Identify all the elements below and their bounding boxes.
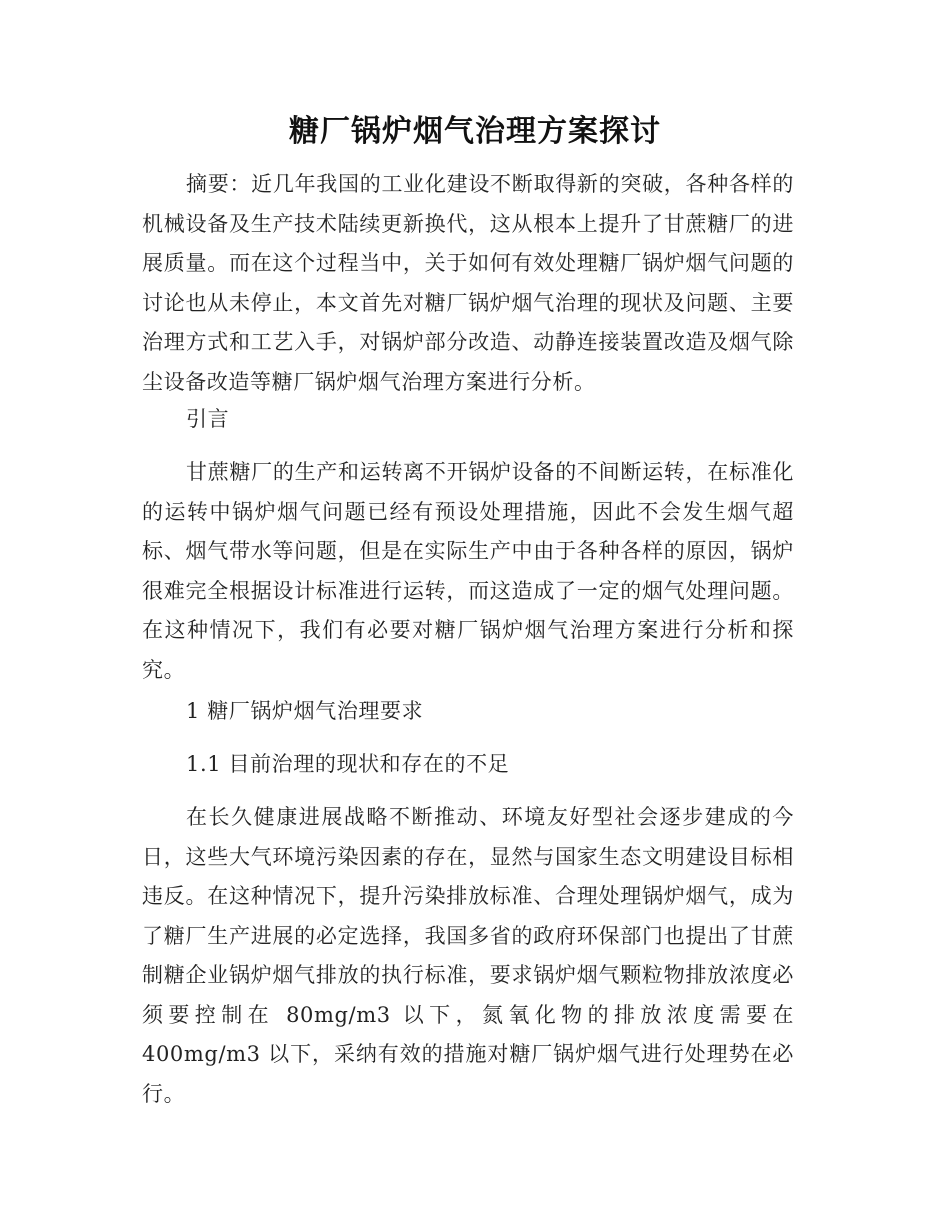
abstract-paragraph: 摘要：近几年我国的工业化建设不断取得新的突破，各种各样的机械设备及生产技术陆续更新换代，这从根本上提升了甘蔗糖厂的进展质量。而在这个过程当中，关于如何有效处理糖厂锅炉烟气问题的讨论也从未停止，本文首先对糖厂锅炉烟气治理的现状及问题、主要治理方式和工艺入手，对锅炉部分改造、动静连接装置改造及烟气除尘设备改造等糖厂锅炉烟气治理方案进行分析。	[142, 172, 794, 394]
introduction-heading: 引言	[186, 407, 230, 431]
introduction-paragraph: 甘蔗糖厂的生产和运转离不开锅炉设备的不间断运转，在标准化的运转中锅炉烟气问题已经有预设处理措施，因此不会发生烟气超标、烟气带水等问题，但是在实际生产中由于各种各样的原因，锅炉很难完全根据设计标准进行运转，而这造成了一定的烟气处理问题。在这种情况下，我们有必要对糖厂锅炉烟气治理方案进行分析和探究。	[142, 460, 794, 682]
section-paragraph: 在长久健康进展战略不断推动、环境友好型社会逐步建成的今日，这些大气环境污染因素的存在，显然与国家生态文明建设目标相违反。在这种情况下，提升污染排放标准、合理处理锅炉烟气，成为了糖厂生产进展的必定选择，我国多省的政府环保部门也提出了甘蔗制糖企业锅炉烟气排放的执行标准，要求锅炉烟气颗粒物排放浓度必须要控制在 80mg/m3 以下，氮氧化物的排放浓度需要在 400mg/m3 以下，采纳有效的措施对糖厂锅炉烟气进行处理势在必行。	[142, 805, 794, 1106]
subsection-heading-1-1: 1.1 目前治理的现状和存在的不足	[186, 752, 510, 776]
section-heading-1: 1 糖厂锅炉烟气治理要求	[186, 699, 424, 723]
document-title: 糖厂锅炉烟气治理方案探讨	[289, 114, 661, 149]
